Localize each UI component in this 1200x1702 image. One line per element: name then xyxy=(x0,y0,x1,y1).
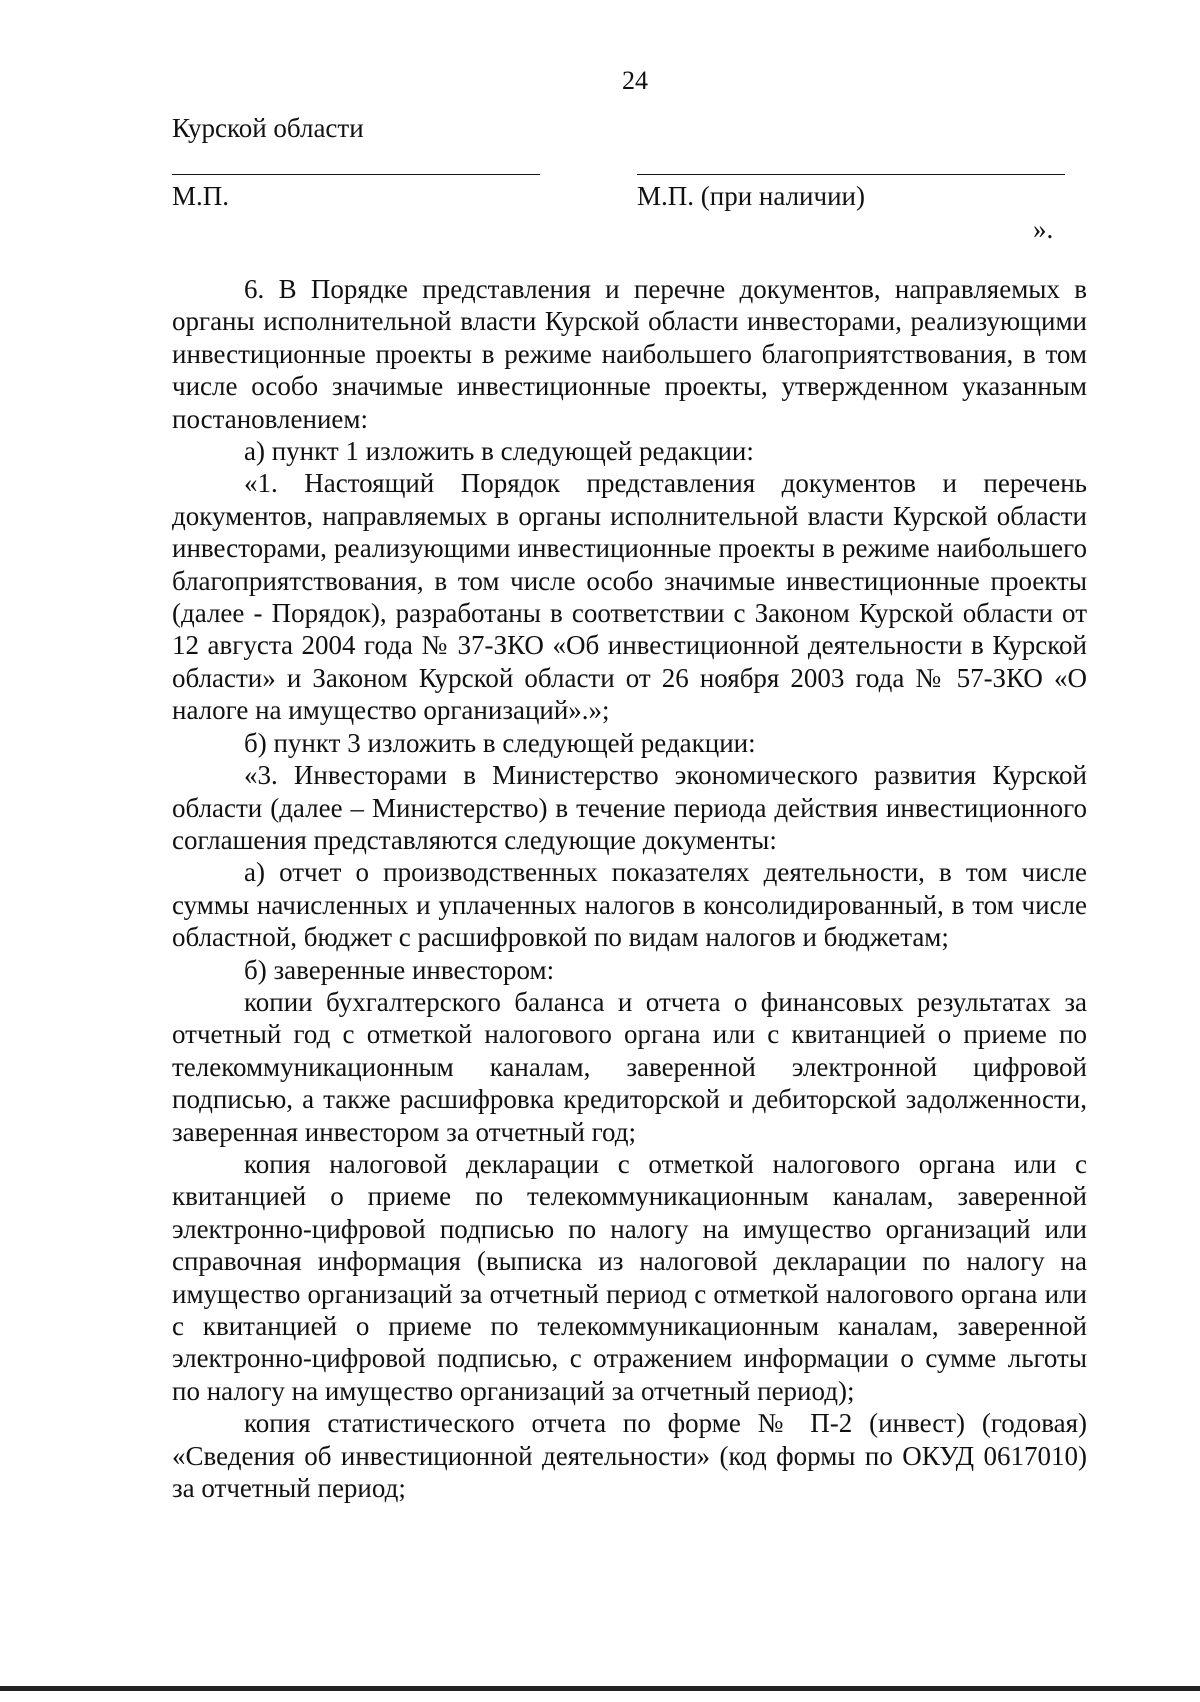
paragraph: «1. Настоящий Порядок представления документов и перечень документов, направляемых в органы исполнительной власти Курской области инвесторами, реализующими инвестиционные проекты в режиме наибольшего благоприятствования, в том числе особо значимые инвестиционные проекты (далее - Порядок), разработаны в соответствии с Законом Курской области от 12 августа 2004 года № 37-ЗКО «Об инвестиционной деятельности в Курской области» и Законом Курской области от 26 ноября 2003 года № 57-ЗКО «О налоге на имущество организаций».»; xyxy=(172,468,1087,726)
paragraph: б) заверенные инвестором: xyxy=(244,954,555,985)
paragraph: «3. Инвесторами в Министерство экономического развития Курской области (далее – Министерство) в течение периода действия инвестиционного соглашения представляются следующие документы: xyxy=(172,760,1087,855)
document-body xyxy=(172,273,1087,1504)
paragraph: б) пункт 3 изложить в следующей редакции: xyxy=(244,727,756,758)
page-number: 24 xyxy=(622,66,648,95)
signature-line-right xyxy=(637,174,1065,175)
closing-quote: ». xyxy=(1033,214,1054,244)
paragraph: копия налоговой декларации с отметкой налогового органа или с квитанцией о приеме по телекоммуникационным каналам, заверенной электронно-цифровой подписью по налогу на имущество организаций или справочная информация (выписка из налоговой декларации по налогу на имущество организаций за отчетный период с отметкой налогового органа или с квитанцией о приеме по телекоммуникационным каналам, заверенной электронно-цифровой подписью, с отражением информации о сумме льготы по налогу на имущество организаций за отчетный период); xyxy=(172,1148,1087,1406)
paragraph: 6. В Порядке представления и перечне документов, направляемых в органы исполнительной власти Курской области инвесторами, реализующими инвестиционные проекты в режиме наибольшего благоприятствования, в том числе особо значимые инвестиционные проекты, утвержденном указанным постановлением: xyxy=(172,274,1087,434)
scan-bottom-edge xyxy=(0,1686,1200,1691)
signature-line-left xyxy=(172,174,540,175)
paragraph: а) пункт 1 изложить в следующей редакции: xyxy=(244,436,754,467)
paragraph: а) отчет о производственных показателях деятельности, в том числе суммы начисленных и уплаченных налогов в консолидированный, в том числе областной, бюджет с расшифровкой по видам налогов и бюджетам; xyxy=(172,857,1087,953)
paragraph: копия статистического отчета по форме № П-2 (инвест) (годовая) «Сведения об инвестиционной деятельности» (код формы по ОКУД 0617010) за отчетный период; xyxy=(172,1408,1087,1504)
signature-organization: Курской области xyxy=(172,113,364,143)
stamp-label-right: М.П. (при наличии) xyxy=(637,181,865,211)
stamp-label-left: М.П. xyxy=(172,181,230,211)
paragraph: копии бухгалтерского баланса и отчета о финансовых результатах за отчетный год с отметкой налогового органа или с квитанцией о приеме по телекоммуникационным каналам, заверенной электронной цифровой подписью, а также расшифровка кредиторской и дебиторской задолженности, заверенная инвестором за отчетный год; xyxy=(172,986,1087,1147)
